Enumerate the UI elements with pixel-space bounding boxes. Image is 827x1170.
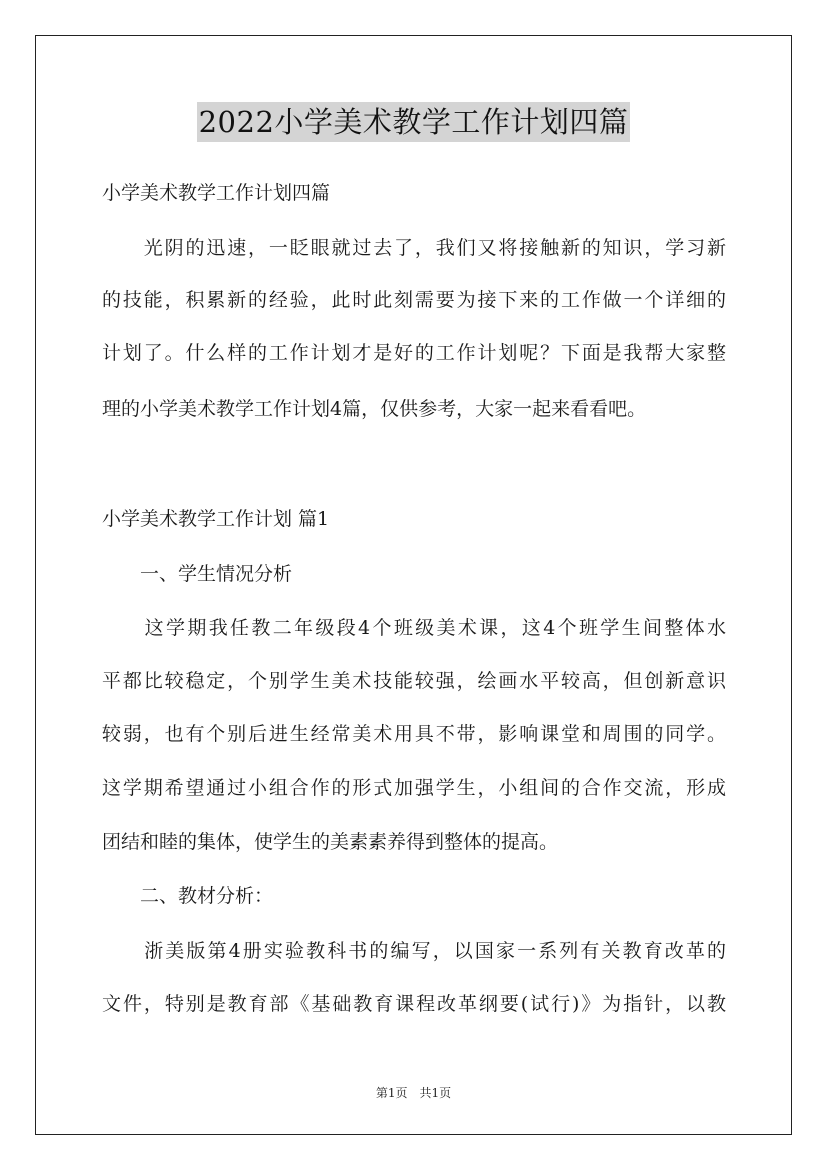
document-title: 2022小学美术教学工作计划四篇 [197,102,631,142]
para1-line-2: 平都比较稳定，个别学生美术技能较强，绘画水平较高，但创新意识 [102,670,726,692]
para1-line-5: 团结和睦的集体，使学生的美素素养得到整体的提高。 [102,831,559,853]
para1-line-3: 较弱，也有个别后进生经常美术用具不带，影响课堂和周围的同学。 [102,723,726,745]
intro-line-1: 光阴的迅速，一眨眼就过去了，我们又将接触新的知识，学习新 [102,237,726,259]
para1-line-1: 这学期我任教二年级段4个班级美术课，这4个班学生间整体水 [102,617,726,639]
page-footer: 第1页 共1页 [375,1086,452,1100]
para2-line-1: 浙美版第4册实验教科书的编写，以国家一系列有关教育改革的 [102,940,726,962]
para1-line-4: 这学期希望通过小组合作的形式加强学生，小组间的合作交流，形成 [102,777,726,799]
heading-student-analysis: 一、学生情况分析 [102,563,293,585]
intro-line-4: 理的小学美术教学工作计划4篇，仅供参考，大家一起来看看吧。 [102,398,647,420]
heading-textbook-analysis: 二、教材分析： [102,885,274,907]
intro-line-3: 计划了。什么样的工作计划才是好的工作计划呢？下面是我帮大家整 [102,342,726,364]
para2-line-2: 文件，特别是教育部《基础教育课程改革纲要(试行)》为指针，以教 [102,993,726,1015]
intro-line-2: 的技能，积累新的经验，此时此刻需要为接下来的工作做一个详细的 [102,289,726,311]
title-wrap [0,102,827,142]
document-subtitle: 小学美术教学工作计划四篇 [102,182,331,204]
section-heading: 小学美术教学工作计划 篇1 [102,508,330,530]
